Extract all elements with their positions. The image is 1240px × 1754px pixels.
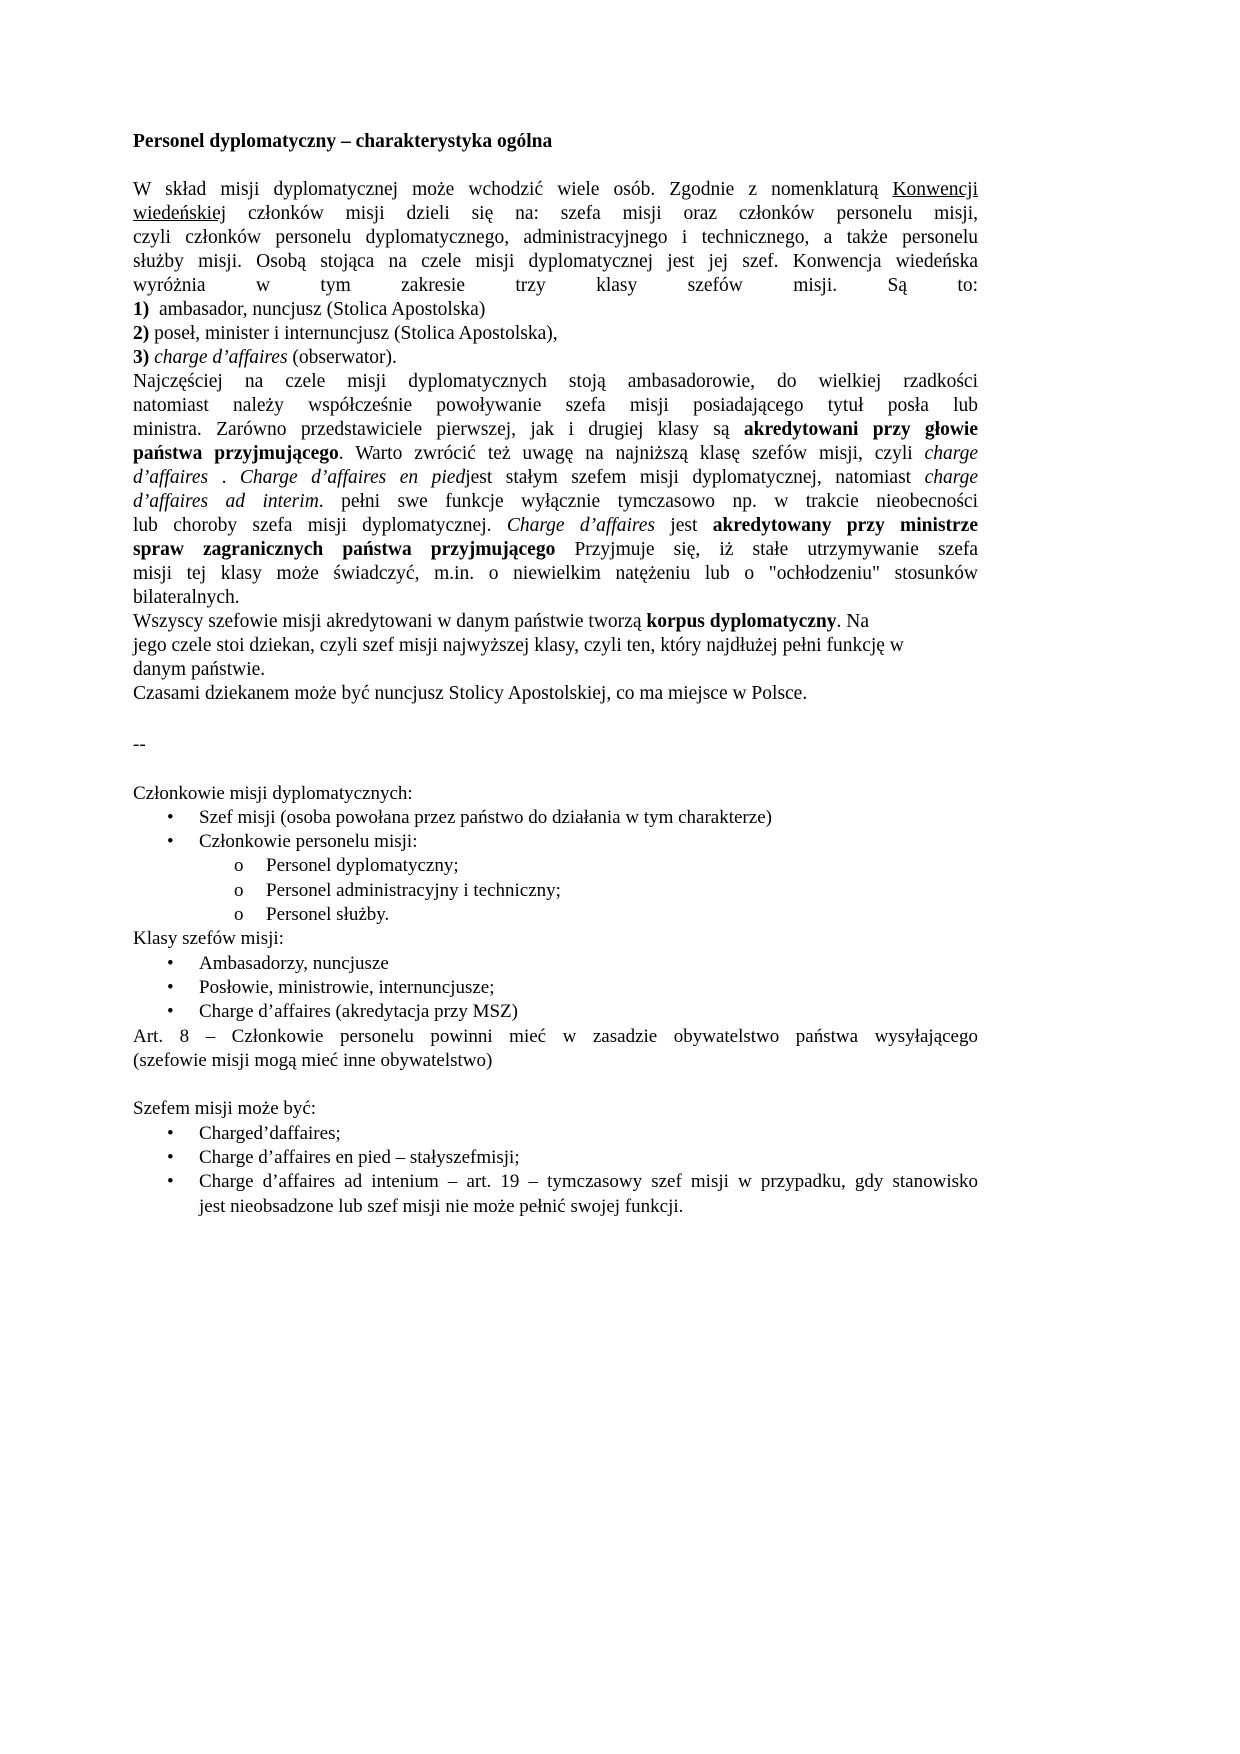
list-item-text: jest nieobsadzone lub szef misji nie może pełnić swojej funkcji. [199, 1195, 684, 1217]
italic-text: d’affaires [133, 467, 209, 488]
text-line [133, 322, 978, 346]
text-line [133, 782, 978, 806]
text-line [133, 490, 978, 514]
text-line [133, 733, 978, 757]
text-line [133, 658, 978, 682]
list-item-text: Charge d’affaires en pied – stałyszefmisji; [199, 1147, 520, 1169]
text-segment: czyli członków personelu dyplomatycznego, administracyjnego i technicznego, a także personelu [133, 227, 978, 248]
text-line [133, 757, 978, 781]
list-item-text: -- [133, 734, 146, 755]
bullet-icon: • [167, 831, 174, 853]
list-item-text: (szefowie misji mogą mieć inne obywatelstwo) [133, 1049, 493, 1071]
text-segment: ambasador, nuncjusz (Stolica Apostolska) [149, 299, 486, 320]
italic-text: charge [924, 467, 978, 488]
text-segment: lub choroby szefa misji dyplomatycznej. [133, 515, 507, 536]
bold-text: spraw zagranicznych państwa przyjmującego [133, 539, 556, 560]
text-segment: poseł, minister i internuncjusz (Stolica Apostolska), [149, 323, 558, 344]
text-line [133, 514, 978, 538]
list-item-text: Charge d’affaires (akredytacja przy MSZ) [199, 1001, 518, 1023]
bullet-icon: • [167, 1122, 174, 1144]
text-segment: służby misji. Osobą stojąca na czele misji dyplomatycznej jest jej szef. Konwencja wiedeńska [133, 251, 978, 272]
text-segment: Przyjmuje się, iż stałe utrzymywanie szefa [555, 539, 979, 560]
text-segment: ministra. Zarówno przedstawiciele pierwszej, jak i drugiej klasy są [133, 419, 744, 440]
list-item-text: Personel służby. [266, 904, 390, 926]
bold-text: państwa przyjmującego [133, 443, 339, 464]
main-text-body [133, 178, 978, 706]
list-item-text: Charge d’affaires ad intenium – art. 19 – tymczasowy szef misji w przypadku, gdy stanowisko [199, 1171, 978, 1193]
text-line [133, 1097, 978, 1121]
text-line [133, 1073, 978, 1097]
text-segment: Czasami dziekanem może być nuncjusz Stolicy Apostolskiej, co ma miejsce w Polsce. [133, 683, 808, 704]
text-segment: . Warto zwrócić też uwagę na najniższą klasę szefów misji, czyli [338, 443, 925, 464]
text-line [133, 1049, 978, 1073]
bullet-icon: • [167, 976, 174, 998]
bullet-icon: • [167, 1001, 174, 1023]
italic-text: Charge d’affaires [506, 515, 655, 536]
text-line [133, 1025, 978, 1049]
text-segment: jest [655, 515, 713, 536]
circle-bullet-icon: o [234, 904, 244, 926]
text-line [133, 250, 978, 274]
text-line [133, 226, 978, 250]
circle-bullet-icon: o [234, 879, 244, 901]
text-segment: członków misji dzieli się na: szefa misji oraz członków personelu misji, [226, 203, 978, 224]
text-line [133, 274, 978, 298]
document-section-main [133, 130, 978, 706]
text-segment: . pełni swe funkcje wyłącznie tymczasowo np. w trakcie nieobecności [318, 491, 979, 512]
list-item [133, 1146, 978, 1170]
document-section-notes [133, 733, 978, 1219]
text-segment: . Na [836, 611, 870, 632]
list-item-text: Personel administracyjny i techniczny; [266, 879, 561, 901]
list-item [133, 1122, 978, 1146]
bullet-icon: • [167, 1147, 174, 1169]
list-item [133, 806, 978, 830]
text-line [133, 1195, 978, 1219]
link-konwencja-wiedenska[interactable]: wiedeńskiej [133, 203, 227, 224]
text-line [133, 610, 978, 634]
list-item-text: Ambasadorzy, nuncjusze [199, 952, 389, 974]
list-item-text: Szef misji (osoba powołana przez państwo do działania w tym charakterze) [199, 806, 772, 828]
text-line [133, 562, 978, 586]
text-line [133, 346, 978, 370]
text-segment: jest stałym szefem misji dyplomatycznej, natomiast [465, 467, 925, 488]
text-line [133, 298, 978, 322]
text-line [133, 178, 978, 202]
list-item [133, 854, 978, 878]
text-line [133, 418, 978, 442]
text-segment: danym państwie. [133, 659, 266, 680]
text-segment: wyróżnia w tym zakresie trzy klasy szefów misji. Są to: [133, 275, 978, 296]
list-item-text: Art. 8 – Członkowie personelu powinni mieć w zasadzie obywatelstwo państwa wysyłającego [133, 1025, 978, 1047]
italic-text: charge [924, 443, 978, 464]
list-item [133, 830, 978, 854]
text-line [133, 394, 978, 418]
bullet-icon: • [167, 806, 174, 828]
bold-text: 2) [133, 323, 150, 344]
list-item [133, 1000, 978, 1024]
italic-text: Charge d’affaires en pied [239, 467, 466, 488]
bold-text: korpus dyplomatyczny [646, 611, 837, 632]
list-item-text: Klasy szefów misji: [133, 928, 284, 950]
bullet-icon: • [167, 952, 174, 974]
text-line [133, 370, 978, 394]
list-item-text: Członkowie misji dyplomatycznych: [133, 782, 413, 804]
link-konwencja-wiedenska[interactable]: Konwencji [892, 179, 978, 200]
italic-text: d’affaires ad interim [133, 491, 319, 512]
list-item-text: Charged’daffaires; [199, 1122, 341, 1144]
text-segment: natomiast należy współcześnie powoływanie szefa misji posiadającego tytuł posła lub [133, 395, 978, 416]
bullet-icon: • [167, 1171, 174, 1193]
list-item-text: Personel dyplomatyczny; [266, 855, 459, 877]
text-segment: W skład misji dyplomatycznej może wchodzić wiele osób. Zgodnie z nomenklaturą [133, 179, 893, 200]
bold-text: akredytowany przy ministrze [712, 515, 978, 536]
text-segment: Najczęściej na czele misji dyplomatycznych stoją ambasadorowie, do wielkiej rzadkości [133, 371, 978, 392]
text-line [133, 927, 978, 951]
bold-text: 1) [133, 299, 150, 320]
text-segment: (obserwator). [287, 347, 397, 368]
text-line [133, 634, 978, 658]
text-line [133, 466, 978, 490]
list-item [133, 903, 978, 927]
list-item-text: Szefem misji może być: [133, 1098, 317, 1120]
italic-text: charge d’affaires [154, 347, 288, 368]
list-item [133, 879, 978, 903]
bold-text: akredytowani przy głowie [743, 419, 978, 440]
text-line [133, 442, 978, 466]
list-item-text: Posłowie, ministrowie, internuncjusze; [199, 976, 495, 998]
text-segment: Wszyscy szefowie misji akredytowani w danym państwie tworzą [133, 611, 647, 632]
text-line [133, 202, 978, 226]
text-segment: bilateralnych. [133, 587, 240, 608]
list-item [133, 976, 978, 1000]
text-line [133, 538, 978, 562]
text-line [133, 682, 978, 706]
list-item [133, 952, 978, 976]
document-title: Personel dyplomatyczny – charakterystyka ogólna [133, 131, 553, 152]
text-segment: misji tej klasy może świadczyć, m.in. o niewielkim natężeniu lub o "ochłodzeniu" stosunków [133, 563, 978, 584]
bold-text: 3) [133, 347, 150, 368]
list-item [133, 1170, 978, 1194]
text-segment: . [208, 467, 240, 488]
list-item-text: Członkowie personelu misji: [199, 831, 418, 853]
text-segment: jego czele stoi dziekan, czyli szef misji najwyższej klasy, czyli ten, który najdłużej pełni funkcję w [133, 635, 904, 656]
text-line [133, 586, 978, 610]
circle-bullet-icon: o [234, 855, 244, 877]
